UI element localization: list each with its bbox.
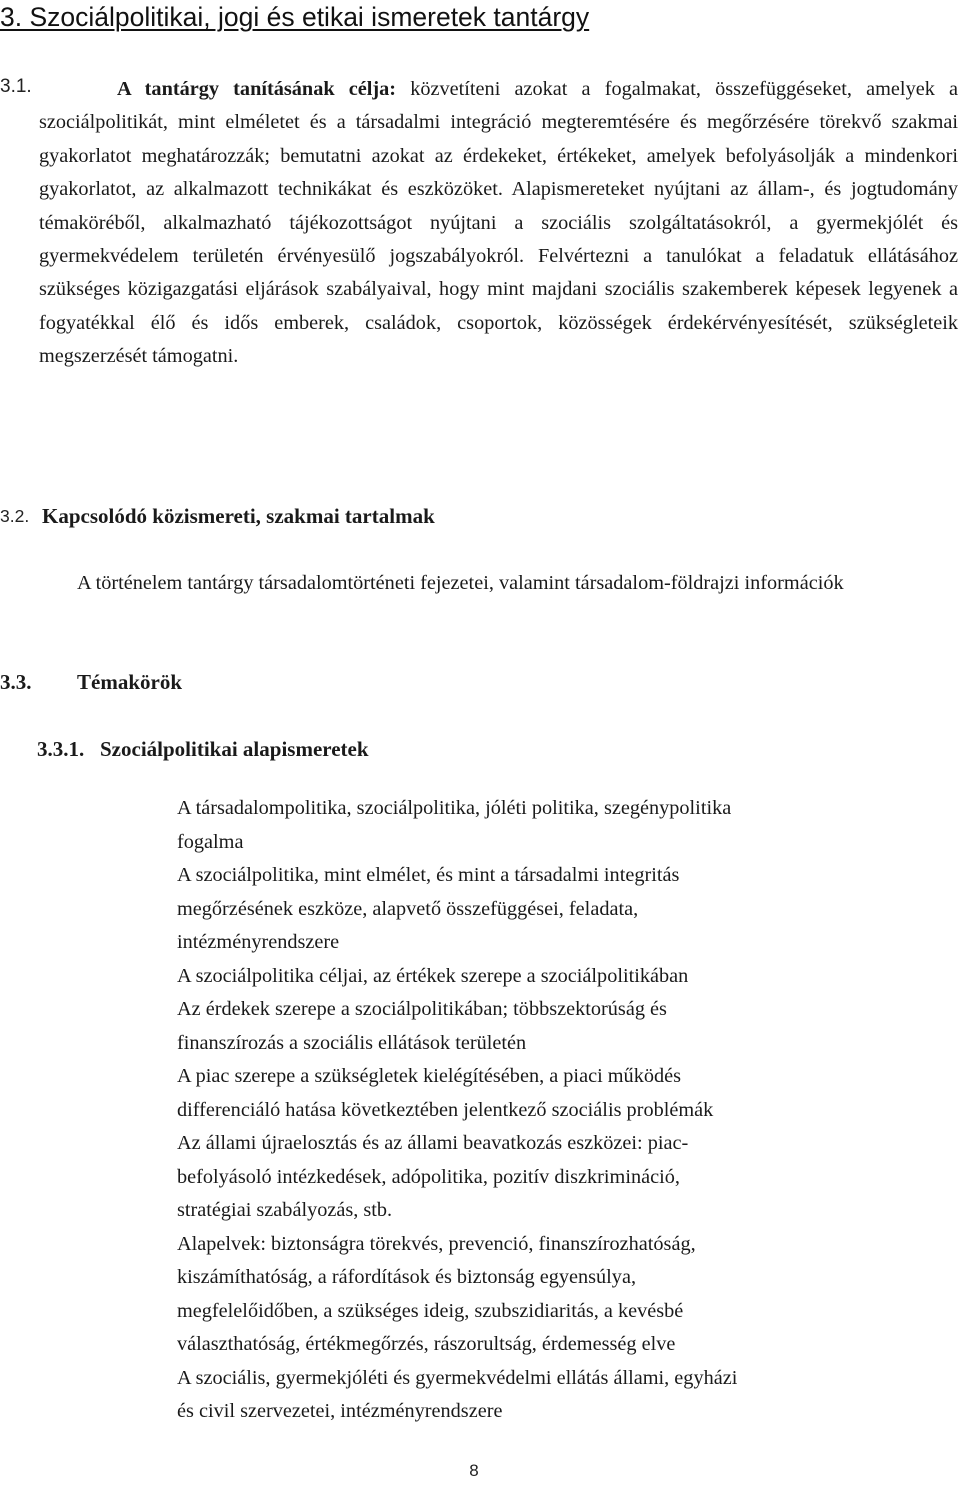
page-number: 8: [469, 1461, 479, 1480]
topic-item: [177, 1228, 937, 1362]
section-paragraph: A történelem tantárgy társadalomtörténeti fejezetei, valamint társadalom-földrajzi információk: [77, 572, 844, 594]
topic-line: megőrzésének eszköze, alapvető összefüggései, feladata,: [177, 897, 639, 920]
topic-line: A piac szerepe a szükségletek kielégítésében, a piaci működés: [177, 1065, 682, 1087]
topic-line: finanszírozás a szociális ellátások területén: [177, 1031, 527, 1054]
page-title: 3. Szociálpolitikai, jogi és etikai ismeretek tantárgy: [0, 2, 590, 32]
topic-line: A szociális, gyermekjóléti és gyermekvédelmi ellátás állami, egyházi: [177, 1366, 738, 1389]
topic-line: és civil szervezetei, intézményrendszere: [177, 1400, 503, 1422]
topic-line: differenciáló hatása következtében jelentkező szociális problémák: [177, 1098, 714, 1121]
topic-line: intézményrendszere: [177, 931, 340, 953]
topic-item: [177, 993, 937, 1060]
topic-line: választhatóság, értékmegőrzés, rászorultság, érdemesség elve: [177, 1333, 676, 1355]
section-paragraph: [0, 73, 958, 374]
topic-line: Alapelvek: biztonságra törekvés, prevenció, finanszírozhatóság,: [177, 1232, 696, 1255]
topic-line: stratégiai szabályozás, stb.: [177, 1199, 393, 1221]
section-3-1: [0, 73, 958, 374]
subsection-heading: Szociálpolitikai alapismeretek: [100, 737, 369, 761]
paragraph-text: közvetíteni azokat a fogalmakat, összefüggéseket, amelyek a szociálpolitikát, mint elméletet és a társadalmi integráció megteremtésére és megőrzésére törekvő szakmai gyakorlatot meghatározzák; bemutatni azokat az érdekeket, értékeket, amelyek befolyásolják a mindenkori gyakorlatot, az alkalmazott technikákat és eszközöket. Alapismereteket nyújtani az állam-, és jogtudomány témaköréből, alkalmazható tájékozottságot nyújtani a szociális szolgáltatásokról, a gyermekjólét és gyermekvédelem területén érvényesülő jogszabályokról. Felvértezni a tanulókat a feladatuk ellátásához szükséges közigazgatási eljárások szabályaival, hogy mint majdani szociális szakemberek képesek legyenek a fogyatékkal élő és idős emberek, családok, csoportok, közösségek érdekérvényesítését, szükségleteik megszerzését támogatni.: [39, 78, 959, 368]
topic-item: [177, 1127, 937, 1228]
topic-item: [177, 960, 937, 994]
topic-line: Az érdekek szerepe a szociálpolitikában; többszektorúság és: [177, 998, 667, 1020]
section-heading: Témakörök: [77, 670, 182, 694]
section-heading: Kapcsolódó közismereti, szakmai tartalmak: [42, 504, 435, 528]
topic-line: fogalma: [177, 830, 244, 853]
paragraph-lead: A tantárgy tanításának célja:: [117, 78, 397, 100]
section-number: 3.1.: [0, 76, 32, 97]
topic-line: Az állami újraelosztás és az állami beavatkozás eszközei: piac-: [177, 1132, 689, 1154]
section-number: 3.3.: [0, 670, 32, 694]
topic-list: [177, 792, 937, 1429]
topic-line: megfelelőidőben, a szükséges ideig, szubszidiaritás, a kevésbé: [177, 1299, 684, 1322]
section-number: 3.3.1.: [37, 737, 85, 761]
topic-line: A társadalompolitika, szociálpolitika, jóléti politika, szegénypolitika: [177, 797, 732, 819]
section-number: 3.2.: [0, 506, 30, 526]
topic-item: [177, 1362, 937, 1429]
topic-item: [177, 859, 937, 960]
topic-item: [177, 792, 937, 859]
topic-line: befolyásoló intézkedések, adópolitika, pozitív diszkrimináció,: [177, 1165, 680, 1188]
topic-line: A szociálpolitika, mint elmélet, és mint a társadalmi integritás: [177, 864, 680, 886]
topic-line: A szociálpolitika céljai, az értékek szerepe a szociálpolitikában: [177, 964, 689, 987]
topic-line: kiszámíthatóság, a ráfordítások és biztonság egyensúlya,: [177, 1266, 637, 1288]
topic-item: [177, 1060, 937, 1127]
